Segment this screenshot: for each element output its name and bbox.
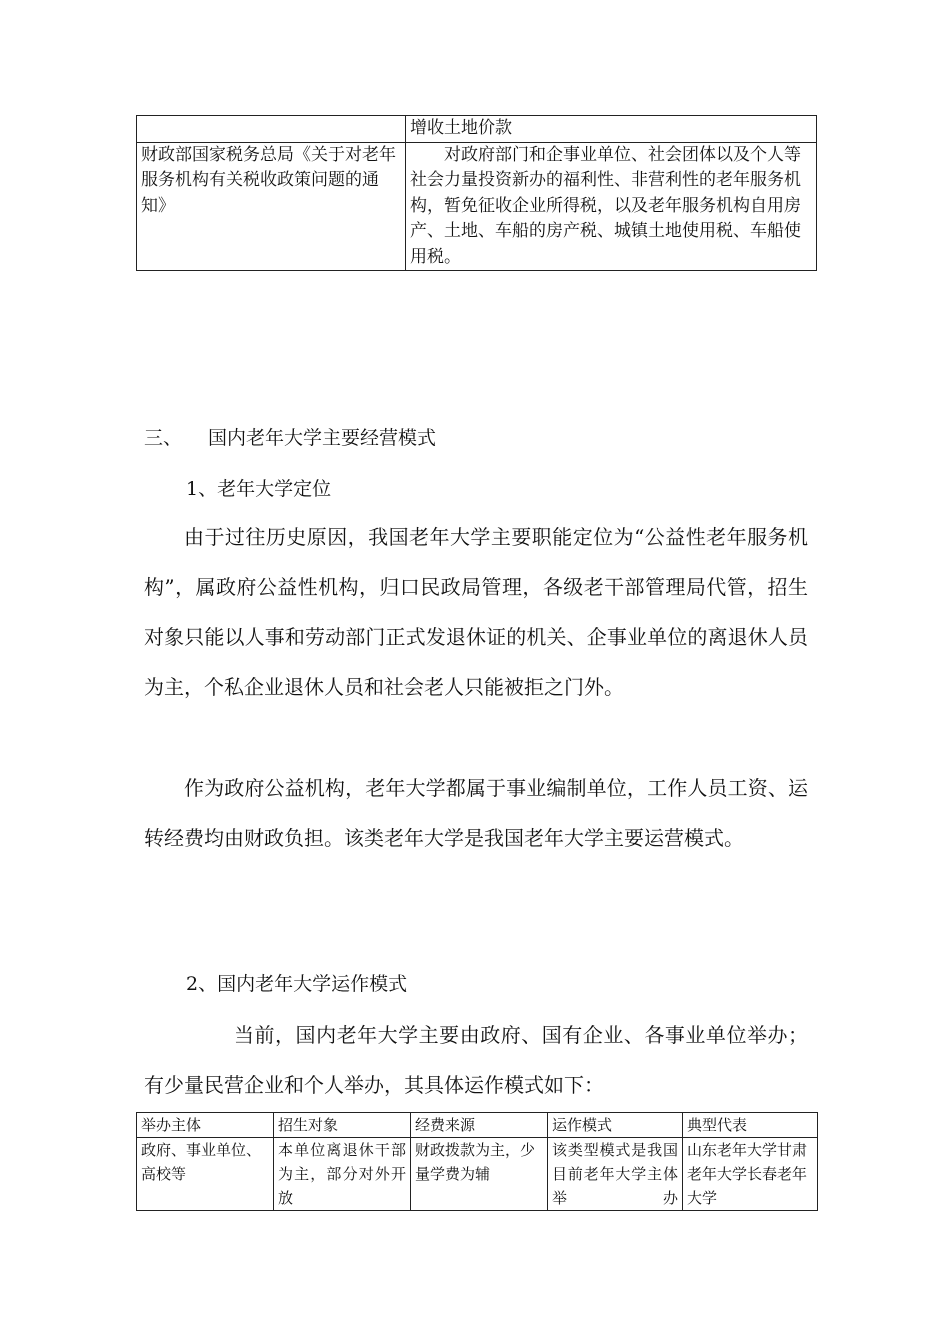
table-cell: 财政部国家税务总局《关于对老年服务机构有关税收政策问题的通知》 bbox=[137, 142, 406, 271]
table-cell: 山东老年大学甘肃老年大学长春老年大学 bbox=[683, 1138, 818, 1211]
column-header: 典型代表 bbox=[683, 1113, 818, 1138]
table-cell: 本单位离退休干部为主，部分对外开放 bbox=[274, 1138, 411, 1211]
table-cell: 政府、事业单位、高校等 bbox=[137, 1138, 274, 1211]
tax-policy-table bbox=[136, 115, 817, 271]
column-header: 举办主体 bbox=[137, 1113, 274, 1138]
table-header-row bbox=[137, 1113, 818, 1138]
table-cell: 该类型模式是我国目前老年大学主体举办 bbox=[548, 1138, 683, 1211]
table-row bbox=[137, 116, 817, 143]
section-title: 国内老年大学主要经营模式 bbox=[208, 427, 437, 449]
table-cell bbox=[137, 116, 406, 143]
table-cell: 增收土地价款 bbox=[406, 116, 817, 143]
paragraph: 当前，国内老年大学主要由政府、国有企业、各事业单位举办；有少量民营企业和个人举办，其具体运作模式如下： bbox=[144, 1023, 808, 1097]
column-header: 招生对象 bbox=[274, 1113, 411, 1138]
operation-mode-table bbox=[136, 1112, 818, 1211]
subsection-title: 2、国内老年大学运作模式 bbox=[186, 973, 408, 995]
table-cell: 财政拨款为主，少量学费为辅 bbox=[411, 1138, 548, 1211]
subsection-title: 1、老年大学定位 bbox=[186, 478, 332, 500]
section-heading bbox=[144, 426, 436, 450]
paragraph: 由于过往历史原因，我国老年大学主要职能定位为“公益性老年服务机构”，属政府公益性机构，归口民政局管理，各级老干部管理局代管，招生对象只能以人事和劳动部门正式发退休证的机关、企事业单位的离退休人员为主，个私企业退休人员和社会老人只能被拒之门外。 bbox=[144, 525, 808, 699]
column-header: 运作模式 bbox=[548, 1113, 683, 1138]
table-row bbox=[137, 1138, 818, 1211]
table-cell: 对政府部门和企事业单位、社会团体以及个人等社会力量投资新办的福利性、非营利性的老年服务机构，暂免征收企业所得税，以及老年服务机构自用房产、土地、车船的房产税、城镇土地使用税、车船使用税。 bbox=[406, 142, 817, 271]
column-header: 经费来源 bbox=[411, 1113, 548, 1138]
paragraph: 作为政府公益机构，老年大学都属于事业编制单位，工作人员工资、运转经费均由财政负担。该类老年大学是我国老年大学主要运营模式。 bbox=[144, 776, 808, 850]
table-row bbox=[137, 142, 817, 271]
section-number: 三、 bbox=[144, 427, 183, 449]
